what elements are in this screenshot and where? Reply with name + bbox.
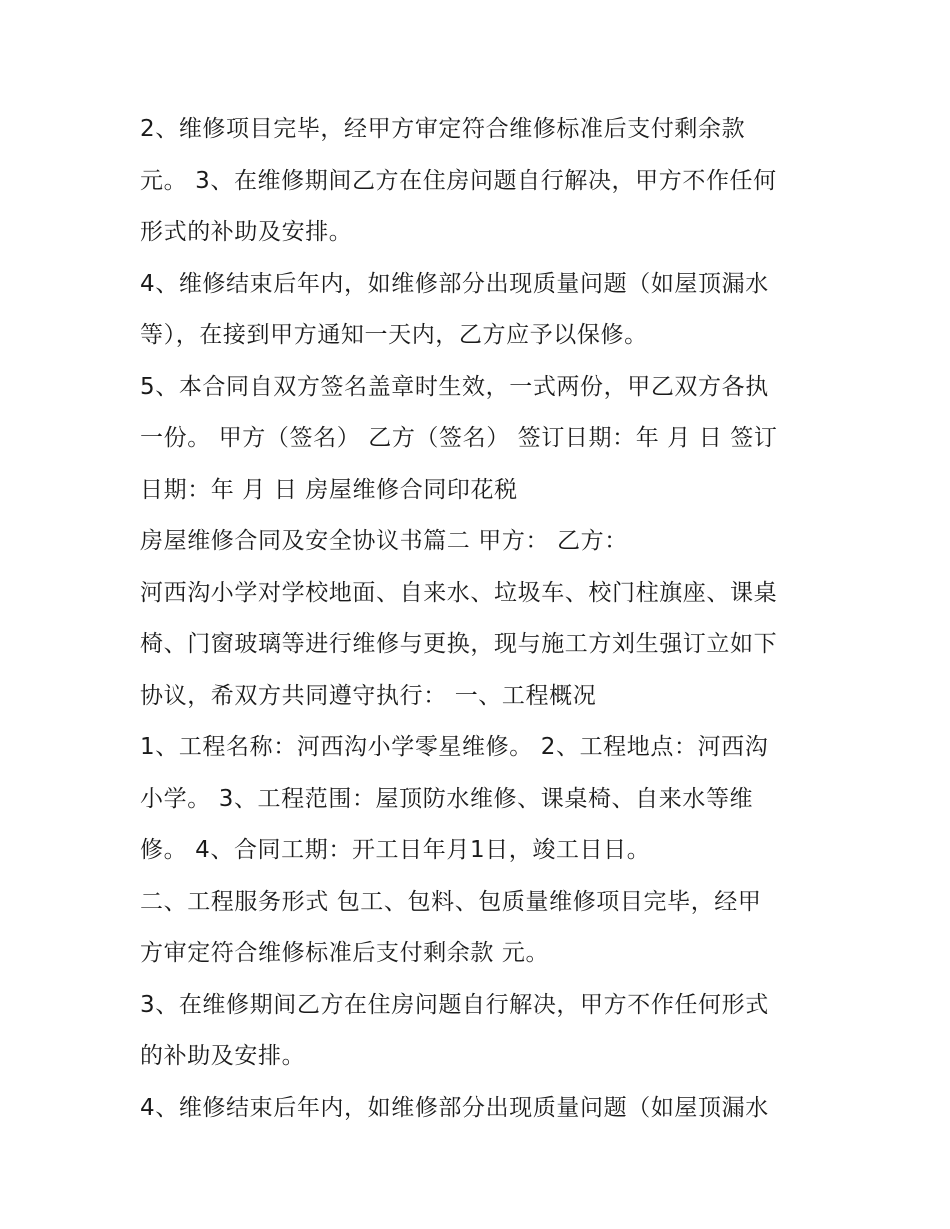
paragraph-effectiveness-signatures xyxy=(140,362,820,517)
section-heading-part-two xyxy=(140,516,820,568)
text-line: 形式的补助及安排。 xyxy=(140,219,353,245)
text-line: 协议，希双方共同遵守执行： 一、工程概况 xyxy=(140,682,597,709)
text-line: 元。 3、在维修期间乙方在住房问题自行解决，甲方不作任何 xyxy=(140,167,777,194)
text-line: 4、维修结束后年内，如维修部分出现质量问题（如屋顶漏水 xyxy=(140,270,769,297)
document-body xyxy=(140,104,820,1134)
paragraph-agreement-intro xyxy=(140,568,820,723)
paragraph-warranty-repeat xyxy=(140,1083,820,1135)
text-line: 一份。 甲方（签名） 乙方（签名） 签订日期：年 月 日 签订 xyxy=(140,425,778,451)
text-line: 河西沟小学对学校地面、自来水、垃圾车、校门柱旗座、课桌 xyxy=(140,579,778,606)
text-line: 等），在接到甲方通知一天内，乙方应予以保修。 xyxy=(140,322,648,348)
text-line: 小学。 3、工程范围：屋顶防水维修、课桌椅、自来水等维 xyxy=(140,785,754,812)
text-line: 1、工程名称：河西沟小学零星维修。 2、工程地点：河西沟 xyxy=(140,734,769,760)
paragraph-warranty xyxy=(140,259,820,362)
paragraph-payment-and-housing xyxy=(140,104,820,259)
text-line: 房屋维修合同及安全协议书篇二 甲方： 乙方： xyxy=(140,528,628,554)
paragraph-housing-clause xyxy=(140,980,820,1083)
text-line: 3、在维修期间乙方在住房问题自行解决，甲方不作任何形式 xyxy=(140,991,769,1018)
text-line: 4、维修结束后年内，如维修部分出现质量问题（如屋顶漏水 xyxy=(140,1094,769,1121)
text-line: 5、本合同自双方签名盖章时生效，一式两份，甲乙双方各执 xyxy=(140,373,769,400)
paragraph-service-form xyxy=(140,877,820,980)
text-line: 2、维修项目完毕，经甲方审定符合维修标准后支付剩余款 xyxy=(140,116,746,142)
text-line: 二、工程服务形式 包工、包料、包质量维修项目完毕，经甲 xyxy=(140,888,762,915)
text-line: 修。 4、合同工期：开工日年月1日，竣工日日。 xyxy=(140,837,651,863)
text-line: 椅、门窗玻璃等进行维修与更换，现与施工方刘生强订立如下 xyxy=(140,631,778,657)
text-line: 日期：年 月 日 房屋维修合同印花税 xyxy=(140,476,518,503)
paragraph-project-overview xyxy=(140,722,820,877)
text-line: 方审定符合维修标准后支付剩余款 元。 xyxy=(140,940,550,966)
text-line: 的补助及安排。 xyxy=(140,1043,306,1069)
